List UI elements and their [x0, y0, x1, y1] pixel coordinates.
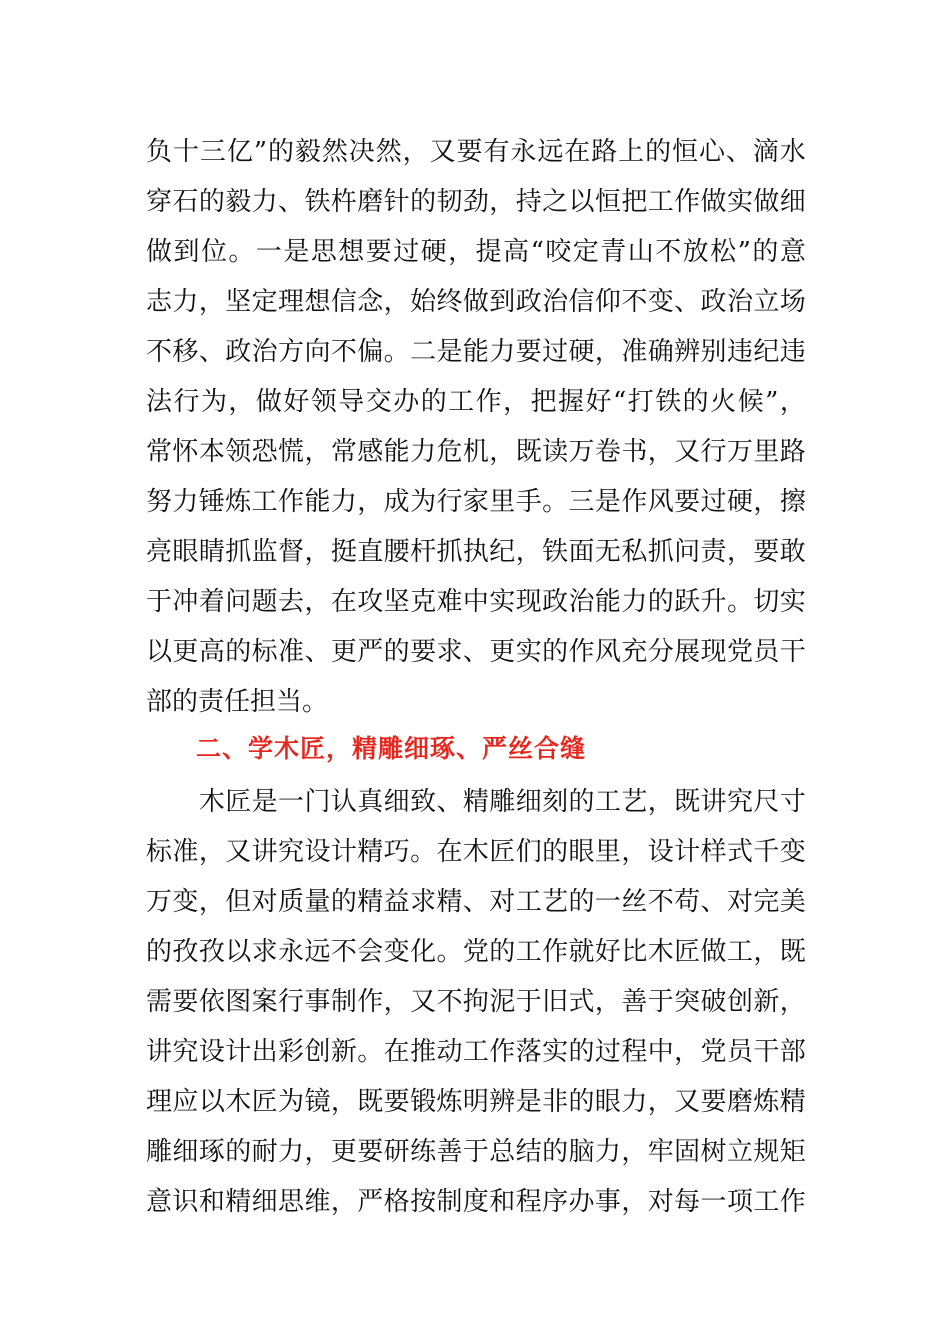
- paragraph-line: 做 到 位 。 一 是 思 想 要 过 硬 ， 提 高 “ 咬 定 青 山 不 放 松 ” 的 意: [146, 237, 806, 267]
- paragraph-line: 部的责任担当。: [146, 687, 329, 717]
- paragraph-line: 法 行 为 ， 做 好 领 导 交 办 的 工 作 ， 把 握 好 “ 打 铁 的 火 候 ” ，: [146, 387, 806, 417]
- paragraph-line: 亮 眼 睛 抓 监 督 ， 挺 直 腰 杆 抓 执 纪 ， 铁 面 无 私 抓 问 责 ， 要 敢: [146, 537, 806, 567]
- paragraph-line: 于 冲 着 问 题 去 ， 在 攻 坚 克 难 中 实 现 政 治 能 力 的 跃 升 。 切 实: [146, 587, 806, 617]
- paragraph-line: 的 孜 孜 以 求 永 远 不 会 变 化 。 党 的 工 作 就 好 比 木 匠 做 工 ， 既: [146, 937, 806, 967]
- paragraph-line: 木 匠 是 一 门 认 真 细 致 、 精 雕 细 刻 的 工 艺 ， 既 讲 究 尺 寸: [198, 787, 806, 817]
- paragraph-line: 志 力 ， 坚 定 理 想 信 念 ， 始 终 做 到 政 治 信 仰 不 变 、 政 治 立 场: [146, 287, 806, 317]
- paragraph-line: 雕 细 琢 的 耐 力 ， 更 要 研 练 善 于 总 结 的 脑 力 ， 牢 固 树 立 规 矩: [146, 1137, 806, 1167]
- paragraph-line: 万 变 ， 但 对 质 量 的 精 益 求 精 、 对 工 艺 的 一 丝 不 苟 、 对 完 美: [146, 887, 806, 917]
- paragraph-line: 讲 究 设 计 出 彩 创 新 。 在 推 动 工 作 落 实 的 过 程 中 ， 党 员 干 部: [146, 1037, 806, 1067]
- paragraph-line: 以 更 高 的 标 准 、 更 严 的 要 求 、 更 实 的 作 风 充 分 展 现 党 员 干: [146, 637, 806, 667]
- paragraph-line: 标 准 ， 又 讲 究 设 计 精 巧 。 在 木 匠 们 的 眼 里 ， 设 计 样 式 千 变: [146, 837, 806, 867]
- paragraph-line: 意 识 和 精 细 思 维 ， 严 格 按 制 度 和 程 序 办 事 ， 对 每 一 项 工 作: [146, 1187, 806, 1217]
- paragraph-line: 常 怀 本 领 恐 慌 ， 常 感 能 力 危 机 ， 既 读 万 卷 书 ， 又 行 万 里 路: [146, 437, 806, 467]
- paragraph-line: 不 移 、 政 治 方 向 不 偏 。 二 是 能 力 要 过 硬 ， 准 确 辨 别 违 纪 违: [146, 337, 806, 367]
- paragraph-line: 理 应 以 木 匠 为 镜 ， 既 要 锻 炼 明 辨 是 非 的 眼 力 ， 又 要 磨 炼 精: [146, 1087, 806, 1117]
- paragraph-line: 努 力 锤 炼 工 作 能 力 ， 成 为 行 家 里 手 。 三 是 作 风 要 过 硬 ， 擦: [146, 487, 806, 517]
- paragraph-line: 需 要 依 图 案 行 事 制 作 ， 又 不 拘 泥 于 旧 式 ， 善 于 突 破 创 新 ，: [146, 987, 806, 1017]
- paragraph-line: 穿 石 的 毅 力 、 铁 杵 磨 针 的 韧 劲 ， 持 之 以 恒 把 工 作 做 实 做 细: [146, 187, 806, 217]
- paragraph-line: 负 十 三 亿 ” 的 毅 然 决 然 ， 又 要 有 永 远 在 路 上 的 恒 心 、 滴 水: [146, 137, 806, 167]
- section-heading: 二、学木匠，精雕细琢、严丝合缝: [196, 734, 587, 763]
